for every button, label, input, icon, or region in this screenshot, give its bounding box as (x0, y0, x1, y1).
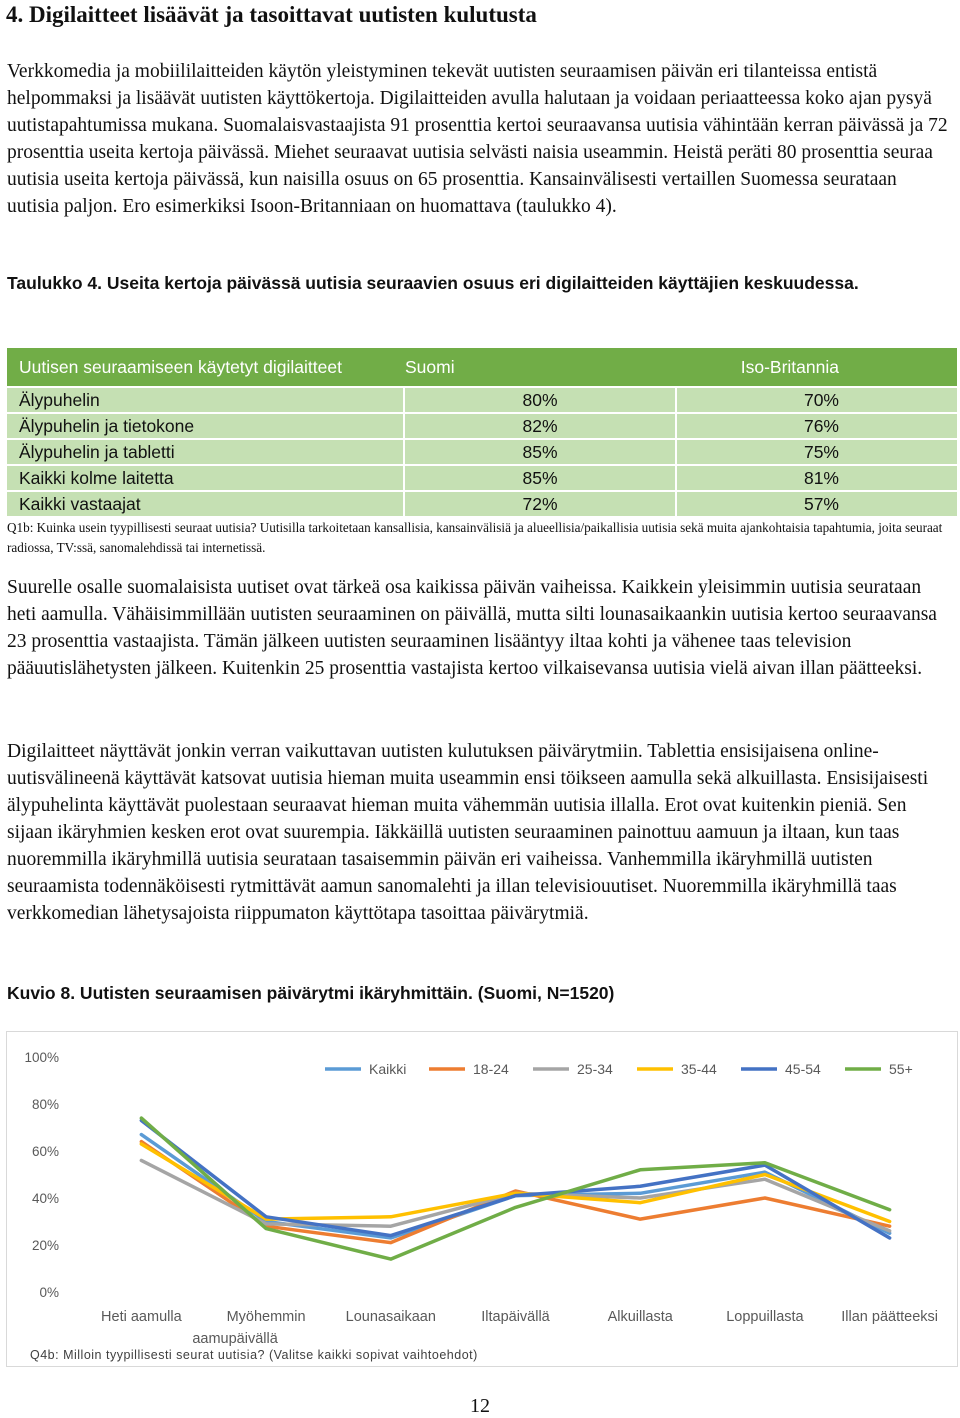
legend-label: 35-44 (681, 1061, 717, 1077)
paragraph-devices: Digilaitteet näyttävät jonkin verran vaikuttavan uutisten kulutuksen päivärytmiin. Tablettia ensisijaisena online-uutisvälineenä käyttävät katsovat uutisia hieman muita useammin ensi töikseen aamulla sekä alkuillasta. Ensisijaisesti älypuhelinta käyttävät puolestaan seuraavat hieman muita vähemmän uutisia illalla. Erot ovat kuitenkin pieniä. Sen sijaan ikäryhmien kesken erot ovat suurempia. Iäkkäillä uutisten seuraaminen painottuu aamuun ja iltaan, kun taas nuoremmilla ikäryhmillä uutisia seurataan tasaisemmin päivän eri vaiheissa. Vanhemmilla ikäryhmillä uutisten seuraamista todennäköisesti rytmittävät aamun sanomalehti ja illan televisiouutiset. Nuoremmilla ikäryhmillä taas verkkomedian lähetysajoista riippumaton käyttötapa tasoittaa päivärytmiä. (7, 741, 929, 924)
legend-label: 45-54 (785, 1061, 821, 1077)
row-device: Älypuhelin ja tietokone (7, 414, 405, 438)
legend-label: 18-24 (473, 1061, 509, 1077)
row-uk: 76% (677, 414, 957, 438)
y-tick-label: 80% (31, 1097, 59, 1112)
header-device: Uutisen seuraamiseen käytetyt digilaitteet (7, 348, 405, 386)
table-footnote: Q1b: Kuinka usein tyypillisesti seuraat uutisia? Uutisilla tarkoitetaan kansallisia, kansainvälisiä ja alueellisia/paikallisia uutisia sekä muita ajankohtaisia tapahtumia, joita seuraat radiossa, TV:ssä, sanomalehdissä tai internetissä. (7, 520, 943, 555)
x-tick-label: Myöhemmin aamupäivällä (192, 1309, 306, 1347)
figure-caption: Kuvio 8. Uutisten seuraamisen päivärytmi ikäryhmittäin. (Suomi, N=1520) (7, 983, 615, 1003)
header-uk: Iso-Britannia (677, 348, 957, 386)
y-tick-label: 100% (24, 1050, 59, 1065)
row-device: Älypuhelin ja tabletti (7, 440, 405, 464)
row-uk: 70% (677, 388, 957, 412)
row-finland: 85% (405, 440, 677, 464)
row-device: Kaikki kolme laitetta (7, 466, 405, 490)
row-device: Kaikki vastaajat (7, 492, 405, 516)
row-uk: 75% (677, 440, 957, 464)
header-finland: Suomi (405, 348, 677, 386)
row-finland: 72% (405, 492, 677, 516)
row-uk: 81% (677, 466, 957, 490)
x-tick-label: Alkuillasta (607, 1309, 673, 1325)
table-row (7, 388, 957, 412)
legend-label: 25-34 (577, 1061, 613, 1077)
paragraph-intro: Verkkomedia ja mobiililaitteiden käytön yleistyminen tekevät uutisten seuraamisen päivän eri tilanteissa entistä helpommaksi ja lisäävät uutisten käyttökertoja. Digilaitteiden avulla halutaan ja voidaan periaatteessa koko ajan pysyä uutistapahtumissa mukana. Suomalaisvastaajista 91 prosenttia kertoi seuraavansa uutisia vähintään kerran päivässä ja 72 prosenttia useita kertoja päivässä. Miehet seuraavat uutisia selvästi naisia useammin. Heistä peräti 80 prosenttia seuraa uutisia useita kertoja päivässä, kun naisilla osuus on 65 prosenttia. Kansainvälisesti vertaillen Suomessa seurataan uutisia paljon. Ero esimerkiksi Isoon-Britanniaan on huomattava (taulukko 4). (7, 61, 948, 217)
device-news-table (7, 346, 957, 518)
chart-footnote: Q4b: Milloin tyypillisesti seurat uutisia? (Valitse kaikki sopivat vaihtoehdot) (30, 1348, 478, 1362)
row-finland: 85% (405, 466, 677, 490)
legend-label: Kaikki (369, 1061, 407, 1077)
row-finland: 80% (405, 388, 677, 412)
y-tick-label: 60% (31, 1144, 59, 1159)
chart-svg (7, 1032, 957, 1366)
x-tick-label: Illan päätteeksi (841, 1309, 939, 1325)
table-row (7, 466, 957, 490)
table-caption: Taulukko 4. Useita kertoja päivässä uutisia seuraavien osuus eri digilaitteiden käyttäjien keskuudessa. (7, 273, 859, 293)
table-header-row (7, 348, 957, 386)
table-row (7, 492, 957, 516)
row-finland: 82% (405, 414, 677, 438)
section-heading: 4. Digilaitteet lisäävät ja tasoittavat uutisten kulutusta (6, 2, 537, 27)
y-tick-label: 40% (31, 1191, 59, 1206)
table-row (7, 414, 957, 438)
table-row (7, 440, 957, 464)
series-line-55+ (141, 1118, 889, 1259)
row-uk: 57% (677, 492, 957, 516)
x-tick-label: Iltapäivällä (481, 1309, 550, 1325)
line-chart (6, 1031, 958, 1367)
x-tick-label: Heti aamulla (101, 1309, 182, 1325)
y-tick-label: 0% (39, 1285, 59, 1300)
row-device: Älypuhelin (7, 388, 405, 412)
paragraph-daily-rhythm: Suurelle osalle suomalaisista uutiset ovat tärkeä osa kaikissa päivän vaiheissa. Kaikkein yleisimmin uutisia seurataan heti aamulla. Vähäisimmillään uutisten seuraaminen on päivällä, mutta silti lounasaikaankin uutisia kertoo seuraavansa 23 prosenttia vastaajista. Tämän jälkeen uutisten seuraaminen lisääntyy iltaa kohti ja vähenee taas television pääuutislähetysten jälkeen. Kuitenkin 25 prosenttia vastajista kertoo vilkaisevansa uutisia vielä aivan illan päätteeksi. (7, 577, 937, 679)
x-tick-label: Loppuillasta (726, 1309, 804, 1325)
legend-label: 55+ (889, 1061, 913, 1077)
y-tick-label: 20% (31, 1238, 59, 1253)
x-tick-label: Lounasaikaan (345, 1309, 436, 1325)
page-number: 12 (470, 1395, 490, 1417)
